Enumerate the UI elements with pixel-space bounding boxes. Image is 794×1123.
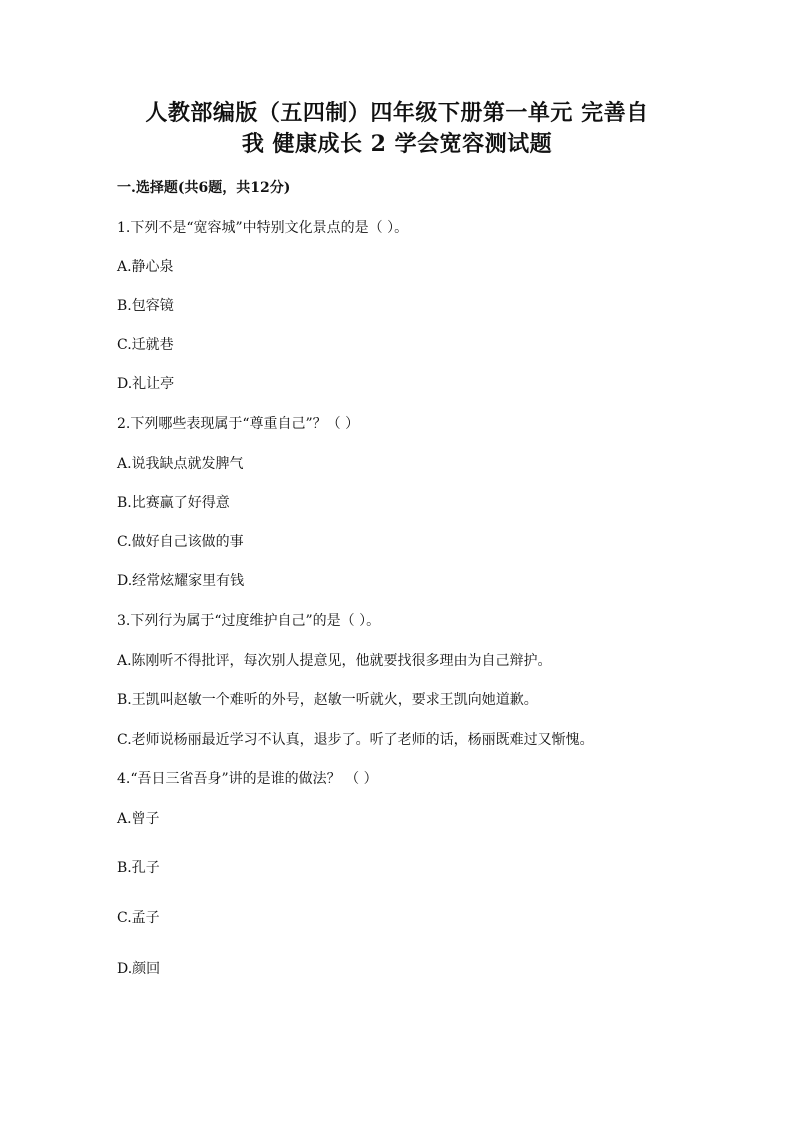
question-1-stem: 1.下列不是“宽容城”中特别文化景点的是（ ）。 — [117, 220, 409, 236]
question-1-option-a: A.静心泉 — [117, 259, 174, 275]
question-2-option-a: A.说我缺点就发脾气 — [117, 456, 244, 472]
question-1-option-d: D.礼让亭 — [117, 376, 175, 392]
question-4-option-b: B.孔子 — [117, 860, 160, 876]
question-3-option-a: A.陈刚听不得批评，每次别人提意见，他就要找很多理由为自己辩护。 — [117, 653, 552, 669]
question-2-option-c: C.做好自己该做的事 — [117, 534, 244, 550]
question-4-option-d: D.颜回 — [117, 961, 161, 977]
page-title-line-2: 我 健康成长 2 学会宽容测试题 — [241, 131, 553, 157]
question-3-option-c: C.老师说杨丽最近学习不认真，退步了。听了老师的话，杨丽既难过又惭愧。 — [117, 732, 594, 748]
question-4-option-c: C.孟子 — [117, 910, 160, 926]
question-4-stem: 4.“吾日三省吾身”讲的是谁的做法？ （ ） — [117, 771, 378, 787]
question-3-option-b: B.王凯叫赵敏一个难听的外号，赵敏一听就火，要求王凯向她道歉。 — [117, 692, 538, 708]
page-title-line-1: 人教部编版（五四制）四年级下册第一单元 完善自 — [145, 100, 649, 126]
question-1-option-b: B.包容镜 — [117, 298, 174, 314]
question-4-option-a: A.曾子 — [117, 811, 160, 827]
question-2-option-b: B.比赛赢了好得意 — [117, 495, 230, 511]
question-2-stem: 2.下列哪些表现属于“尊重自己”？（ ） — [117, 416, 360, 432]
question-3-stem: 3.下列行为属于“过度维护自己”的是（ ）。 — [117, 613, 381, 629]
section-heading: 一.选择题(共6题，共12分) — [117, 180, 291, 196]
question-1-option-c: C.迁就巷 — [117, 337, 174, 353]
question-2-option-d: D.经常炫耀家里有钱 — [117, 573, 245, 589]
